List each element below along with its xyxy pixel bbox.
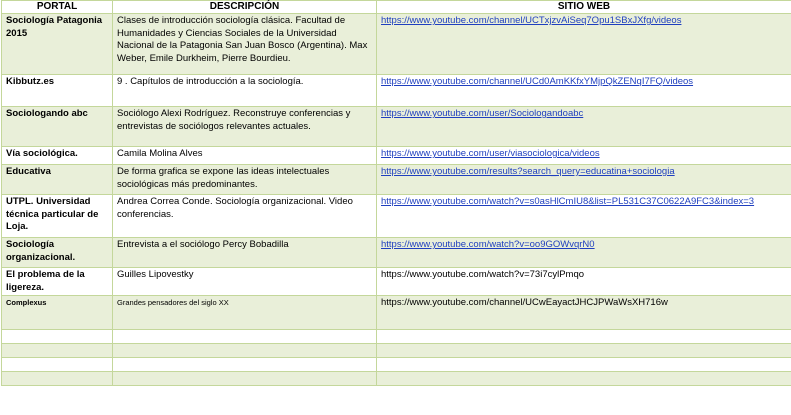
description-cell: Grandes pensadores del siglo XX [113, 296, 377, 330]
empty-row [2, 358, 791, 372]
portal-cell: UTPL. Universidad técnica particular de Loja. [2, 195, 113, 238]
header-portal: PORTAL [2, 1, 113, 14]
portal-cell: Sociología Patagonia 2015 [2, 14, 113, 75]
portal-cell: Vía sociológica. [2, 147, 113, 165]
website-link[interactable]: https://www.youtube.com/channel/UCTxjzvAiSeq7Opu1SBxJXfg/videos [381, 15, 682, 26]
table-row [2, 296, 791, 330]
portal-cell: Kibbutz.es [2, 75, 113, 107]
portal-cell: Sociologando abc [2, 107, 113, 147]
website-text: https://www.youtube.com/watch?v=73i7cylPmqo [381, 269, 585, 280]
description-cell: Andrea Correa Conde. Sociología organizacional. Video conferencias. [113, 195, 377, 238]
website-link[interactable]: https://www.youtube.com/results?search_query=educatina+sociologia [381, 166, 675, 177]
table-row [2, 147, 791, 165]
description-cell: Camila Molina Alves [113, 147, 377, 165]
portal-cell: El problema de la ligereza. [2, 268, 113, 296]
table-row [2, 75, 791, 107]
website-link[interactable]: https://www.youtube.com/user/Sociologandoabc [381, 108, 584, 119]
empty-row [2, 330, 791, 344]
description-cell: Clases de introducción sociología clásica. Facultad de Humanidades y Ciencias Sociales de la Universidad Nacional de la Patagonia San Juan Bosco (Argentina). Max Weber, Emile Durkheim, Pierre Bourdieu. [113, 14, 377, 75]
table-row [2, 238, 791, 268]
website-link[interactable]: https://www.youtube.com/watch?v=s0asHlCmIU8&list=PL531C37C0622A9FC3&index=3 [381, 196, 755, 207]
header-sitio-web: SITIO WEB [377, 1, 791, 14]
portal-cell: Sociología organizacional. [2, 238, 113, 268]
table-row [2, 165, 791, 195]
table-row [2, 195, 791, 238]
description-cell: De forma grafica se expone las ideas intelectuales sociológicas más predominantes. [113, 165, 377, 195]
table-row [2, 268, 791, 296]
website-link[interactable]: https://www.youtube.com/user/viasociologica/videos [381, 148, 600, 159]
portal-cell: Educativa [2, 165, 113, 195]
portal-cell: Complexus [2, 296, 113, 330]
description-cell: 9 . Capítulos de introducción a la sociología. [113, 75, 377, 107]
portal-table [1, 0, 791, 386]
table-row [2, 107, 791, 147]
header-descripcion: DESCRIPCIÓN [113, 1, 377, 14]
description-cell: Guilles Lipovestky [113, 268, 377, 296]
website-text: https://www.youtube.com/channel/UCwEayactJHCJPWaWsXH716w [381, 297, 668, 308]
header-row [2, 1, 791, 14]
empty-row [2, 344, 791, 358]
description-cell: Entrevista a el sociólogo Percy Bobadilla [113, 238, 377, 268]
website-link[interactable]: https://www.youtube.com/channel/UCd0AmKKfxYMjpQkZENqI7FQ/videos [381, 76, 694, 87]
table-row [2, 14, 791, 75]
website-link[interactable]: https://www.youtube.com/watch?v=oo9GOWvqrN0 [381, 239, 595, 250]
empty-row [2, 372, 791, 386]
description-cell: Sociólogo Alexi Rodríguez. Reconstruye conferencias y entrevistas de sociólogos relevantes actuales. [113, 107, 377, 147]
